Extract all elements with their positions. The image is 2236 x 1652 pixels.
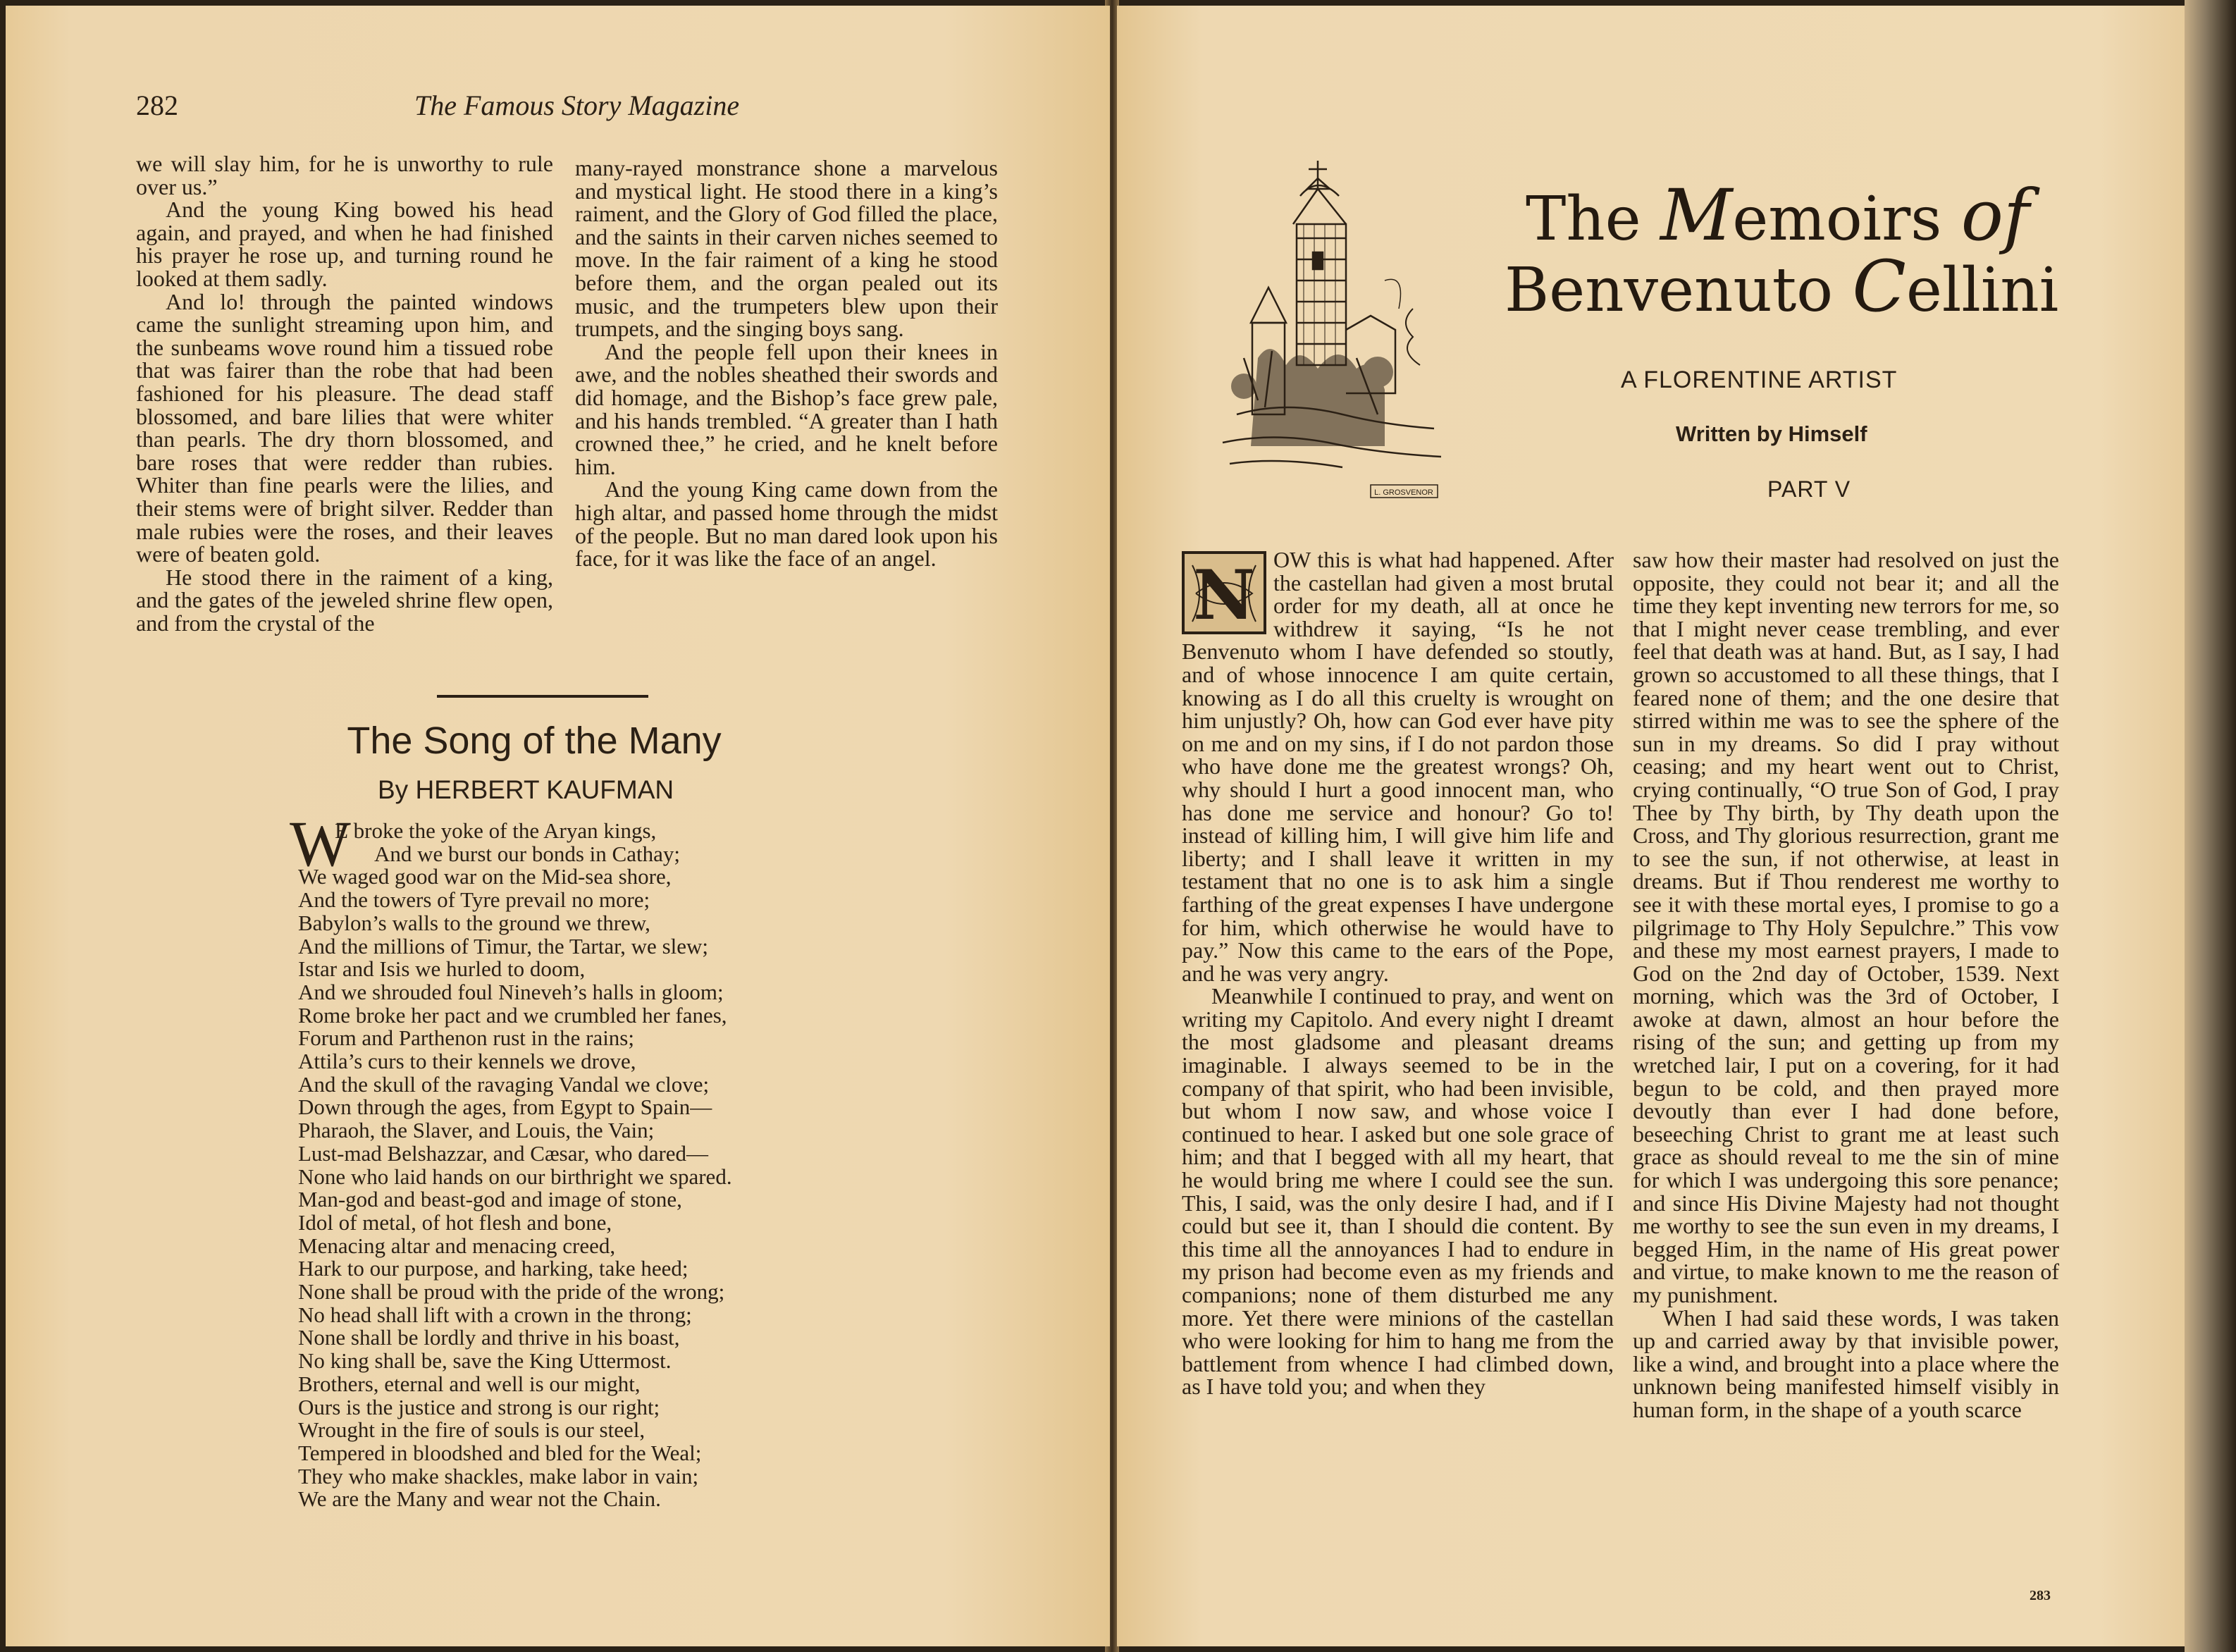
paragraph: we will slay him, for he is unworthy to rule over us.” (136, 151, 553, 199)
memoir-column-1 (1182, 548, 1614, 1398)
poem-line: Down through the ages, from Egypt to Spain— (298, 1095, 712, 1120)
article-subtitle: A FLORENTINE ARTIST (1621, 366, 1898, 393)
poem-line: And the towers of Tyre prevail no more; (298, 887, 650, 913)
paragraph: And the young King came down from the high altar, and passed home through the midst of the people. But no man dared look upon his face, for it was like the face of an angel. (575, 476, 998, 572)
section-divider (437, 695, 648, 698)
paragraph: OW this is what had happened. After the castellan had given a most brutal order for my death, all at once he withdrew it saying, “Is he not Benvenuto whom I have defended so stoutly, and of whose innocence I am quite certain, knowing as I do all this cruelty is wrought on him unjustly? Oh, how can God ever have pity on me and on my sins, if I do not pardon those who have done me the greatest wrongs? Oh, why should I hurt a good innocent man, who has done me service and honour? Go to! instead of killing him, I will give him life and liberty; and I shall leave it written in my testament that no one is to ask him a single farthing of the great expenses I have undergone for him, which otherwise he would have to pay.” Now this came to the ears of the Pope, and he was very angry. (1182, 547, 1614, 986)
poem-title-text: The Song of the Many (347, 720, 722, 762)
page-edge (2185, 0, 2236, 1652)
title-benvenuto: Benvenuto (1505, 255, 1853, 326)
svg-text:N: N (1193, 555, 1255, 634)
poem-line: Babylon’s walls to the ground we threw, (298, 910, 650, 935)
right-page (1117, 6, 2185, 1646)
poem-line-first: E broke the yoke of the Aryan kings, (335, 818, 657, 843)
poem-line: And we shrouded foul Nineveh’s halls in gloom; (298, 979, 724, 1004)
story-column-2 (575, 156, 998, 570)
poem-line: None shall be lordly and thrive in his boast, (298, 1325, 680, 1350)
poem-line: No head shall lift with a crown in the throng; (298, 1302, 692, 1327)
title-initial-m: M (1660, 174, 1733, 257)
title-initial-c: C (1852, 245, 1906, 328)
poem-line: Hark to our purpose, and harking, take heed; (298, 1256, 688, 1281)
poem-line: And we burst our bonds in Cathay; (374, 841, 680, 866)
poem-line: We are the Many and wear not the Chain. (298, 1486, 661, 1512)
poem-line: None shall be proud with the pride of the wrong; (298, 1279, 725, 1305)
title-of: of (1960, 174, 2030, 257)
poem-line: None who laid hands on our birthright we spared. (298, 1164, 732, 1189)
castle-illustration (1202, 147, 1448, 513)
poem-line: Idol of metal, of hot flesh and bone, (298, 1209, 612, 1235)
article-byline: Written by Himself (1676, 421, 1867, 446)
poem-title (288, 719, 851, 763)
article-part: PART V (1767, 476, 1851, 502)
poem-author: By HERBERT KAUFMAN (378, 775, 674, 804)
poem-body (290, 808, 834, 1512)
paragraph: Meanwhile I continued to pray, and went on writing my Capitolo. And every night I dreamt the most gladsome and pleasant dreams imaginable. I always seemed to be in the company of that spirit, who had been invisible, but whom I now saw, and whose voice I continued to hear. I asked but one sole grace of him; and that I begged with all my heart, that he would bring me where I could see the sun. This, I said, was the only desire I had, and if I could but see it, than I should die content. By this time all the annoyances I had to endure in my prison had become even as my friends and companions; none of them disturbed me any more. Yet there were minions of the castellan who were looking for him to hang me from the battlement from whence I had climbed down, as I have told you; and when they (1182, 983, 1614, 1400)
title-cellini: ellini (1905, 255, 2059, 326)
paragraph: He stood there in the raiment of a king, and the gates of the jeweled shrine flew open, and from the crystal of the (136, 564, 553, 636)
poem-line: And the skull of the ravaging Vandal we clove; (298, 1071, 710, 1097)
poem-dropcap: W (290, 808, 351, 880)
poem-line: Attila’s curs to their kennels we drove, (298, 1049, 636, 1074)
paragraph: saw how their master had resolved on just the opposite, they could not bear it; and all the time they kept inventing new terrors for me, so that I might never cease trembling, and ever feel that death was at hand. But, as I say, I had grown so accustomed to all these things, that I feared none of them; and the one desire that stirred within me was to see the sphere of the sun in my dreams. So did I pray without ceasing; and my heart went out to Christ, crying continually, “O true Son of God, I pray Thee by Thy birth, by Thy death upon the Cross, and Thy glorious resurrection, grant me to see the sun, if not otherwise, at least in dreams. But if Thou renderest me worthy to see it with these mortal eyes, I promise to go a pilgrimage to Thy Holy Sepulchre.” This vow and these my most earnest prayers, I made to God on the 2nd day of October, 1539. Next morning, which was the 3rd of October, I awoke at dawn, almost an hour before the rising of the sun; and getting up from my wretched lair, I put on a covering, for it had begun to be cold, and then prayed more devoutly than ever I had done before, beseeching Christ to grant me at least such grace as should reveal to me the sin of mine for which I was undergoing this sore penance; and since His Divine Majesty had not thought me worthy to see the sun even in my dreams, I begged Him, in the name of His great power and virtue, to make known to me the reason of my punishment. (1633, 547, 2059, 1307)
poem-line: Pharaoh, the Slaver, and Louis, the Vain; (298, 1118, 655, 1143)
poem-line: Tempered in bloodshed and bled for the Weal; (298, 1440, 702, 1465)
poem-line: We waged good war on the Mid-sea shore, (298, 864, 672, 889)
poem-line: Man-god and beast-god and image of stone, (298, 1187, 682, 1212)
poem-line: Rome broke her pact and we crumbled her fanes, (298, 1002, 727, 1028)
poem-line: And the millions of Timur, the Tartar, we slew; (298, 933, 709, 958)
illustration-signature: L. GROSVENOR (1374, 488, 1433, 497)
article-title (1505, 174, 2059, 328)
story-column-1 (136, 152, 553, 634)
left-page (6, 6, 1110, 1646)
paragraph: And the people fell upon their knees in awe, and the nobles sheathed their swords and did homage, and the Bishop’s face grew pale, and his hands trembled. “A greater than I hath crowned thee,” he cried, and he knelt before him. (575, 338, 998, 479)
paragraph: And lo! through the painted windows came the sunlight streaming upon him, and the sunbeams wove round him a tissued robe that was fairer than the robe that had been fashioned for his pleasure. The dead staff blossomed, and bare lilies that were whiter than pearls. The dry thorn blossomed, and bare roses that were redder than rubies. Whiter than fine pearls were the lilies, and their stems were of bright silver. Redder than male rubies were the roses, and their leaves were of beaten gold. (136, 288, 553, 567)
dropcap-n-ornament (1182, 551, 1266, 634)
title-memoirs: emoirs (1732, 184, 1961, 254)
poem-line: Istar and Isis we hurled to doom, (298, 956, 586, 982)
page-number-left: 282 (136, 90, 178, 121)
paragraph: When I had said these words, I was taken up and carried away by that invisible power, like a wind, and brought into a place where the unknown being manifested himself visibly in human form, in the shape of a youth scarce (1633, 1305, 2059, 1422)
magazine-title: The Famous Story Magazine (414, 90, 740, 121)
poem-line: No king shall be, save the King Uttermost. (298, 1348, 672, 1374)
memoir-column-2 (1633, 548, 2059, 1422)
paragraph: And the young King bowed his head again, and prayed, and when he had finished his prayer he rose up, and turning round he looked at them sadly. (136, 197, 553, 291)
page-number-right: 283 (2030, 1588, 2051, 1603)
paragraph: many-rayed monstrance shone a marvelous and mystical light. He stood there in a king’s raiment, and the Glory of God filled the place, and the saints in their carven niches seemed to move. In the fair raiment of a king he stood before them, and the organ pealed out its music, and the trumpeters blew upon their trumpets, and the singing boys sang. (575, 155, 998, 342)
poem-lines (298, 843, 834, 1511)
poem-line: Ours is the justice and strong is our right; (298, 1394, 660, 1419)
poem-line: Forum and Parthenon rust in the rains; (298, 1025, 634, 1051)
poem-line: They who make shackles, make labor in vain; (298, 1463, 699, 1488)
poem-line: Lust-mad Belshazzar, and Cæsar, who dared— (298, 1140, 709, 1166)
title-line-2 (1505, 245, 2059, 328)
poem-line: Menacing altar and menacing creed, (298, 1233, 616, 1258)
title-the: The (1526, 184, 1660, 254)
poem-line: Wrought in the fire of souls is our steel, (298, 1417, 646, 1443)
poem-line: Brothers, eternal and well is our might, (298, 1371, 641, 1396)
